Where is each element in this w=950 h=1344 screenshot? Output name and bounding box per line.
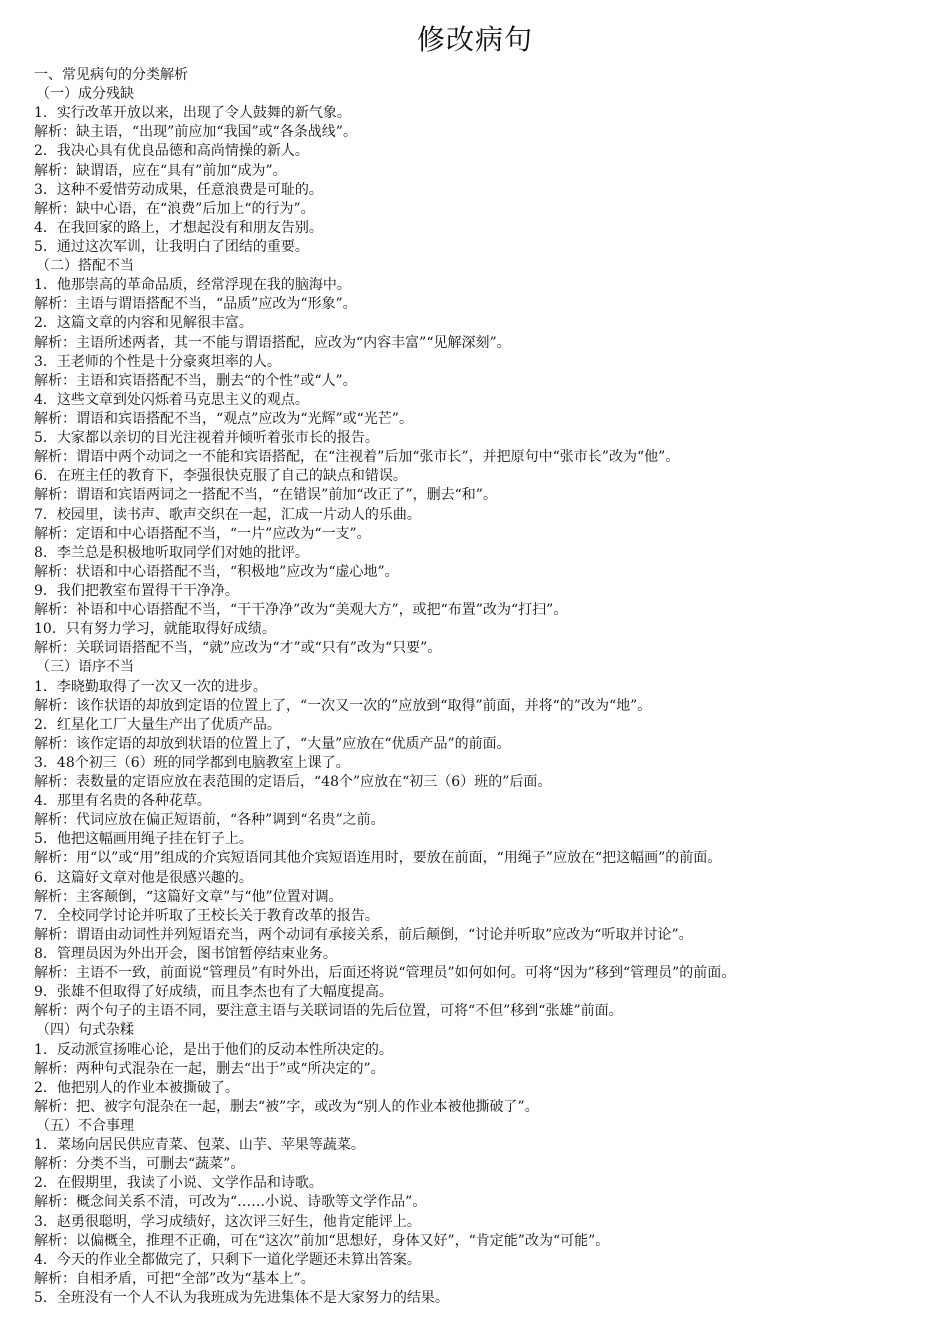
analysis-line: 解析：谓语由动词性并列短语充当，两个动词有承接关系，前后颠倒，“讨论并听取”应改为“听取并讨论”。 bbox=[34, 926, 693, 943]
analysis-line: 解析：分类不当，可删去“蔬菜”。 bbox=[34, 1156, 245, 1173]
example-sentence-line: 2．红星化工厂大量生产出了优质产品。 bbox=[34, 716, 281, 733]
example-sentence-line: 2．这篇文章的内容和见解很丰富。 bbox=[34, 315, 253, 332]
section-subheading: （五）不合事理 bbox=[36, 1118, 134, 1135]
example-sentence-line: 3．这种不爱惜劳动成果，任意浪费是可耻的。 bbox=[34, 181, 323, 198]
example-sentence-line: 3．赵勇很聪明，学习成绩好，这次评三好生，他肯定能评上。 bbox=[34, 1213, 421, 1230]
example-sentence-line: 10．只有努力学习，就能取得好成绩。 bbox=[34, 621, 276, 638]
analysis-line: 解析：两个句子的主语不同，要注意主语与关联词语的先后位置，可将“不但”移到“张雄”前面。 bbox=[34, 1003, 623, 1020]
example-sentence-line: 1．他那崇高的革命品质，经常浮现在我的脑海中。 bbox=[34, 277, 351, 294]
example-sentence-line: 4．今天的作业全都做完了，只剩下一道化学题还未算出答案。 bbox=[34, 1251, 421, 1268]
analysis-line: 解析：状语和中心语搭配不当，“积极地”应改为“虚心地”。 bbox=[34, 563, 399, 580]
example-sentence-line: 7．校园里，读书声、歌声交织在一起，汇成一片动人的乐曲。 bbox=[34, 506, 421, 523]
example-sentence-line: 4．那里有名贵的各种花草。 bbox=[34, 793, 211, 810]
section-subheading: （四）句式杂糅 bbox=[36, 1022, 134, 1039]
analysis-line: 解析：代词应放在偏正短语前，“各种”调到“名贵”之前。 bbox=[34, 812, 385, 829]
example-sentence-line: 1．实行改革开放以来，出现了令人鼓舞的新气象。 bbox=[34, 105, 351, 122]
section-subheading: （三）语序不当 bbox=[36, 659, 134, 676]
example-sentence-line: 9．我们把教室布置得干干净净。 bbox=[34, 582, 239, 599]
document-body bbox=[34, 66, 916, 1308]
example-sentence-line: 1．李晓勤取得了一次又一次的进步。 bbox=[34, 678, 267, 695]
analysis-line: 解析：主客颠倒，“这篇好文章”与“他”位置对调。 bbox=[34, 888, 343, 905]
section-subheading: （二）搭配不当 bbox=[36, 258, 134, 275]
analysis-line: 解析：自相矛盾，可把“全部”改为“基本上”。 bbox=[34, 1270, 315, 1287]
example-sentence-line: 1．反动派宣扬唯心论，是出于他们的反动本性所决定的。 bbox=[34, 1041, 393, 1058]
example-sentence-line: 3．王老师的个性是十分豪爽坦率的人。 bbox=[34, 353, 281, 370]
analysis-line: 解析：把、被字句混杂在一起，删去“被”字，或改为“别人的作业本被他撕破了”。 bbox=[34, 1098, 539, 1115]
example-sentence-line: 5．全班没有一个人不认为我班成为先进集体不是大家努力的结果。 bbox=[34, 1290, 449, 1306]
example-sentence-line: 6．在班主任的教育下，李强很快克服了自己的缺点和错误。 bbox=[34, 468, 407, 485]
analysis-line: 解析：主语和宾语搭配不当，删去“的个性”或“人”。 bbox=[34, 372, 357, 389]
analysis-line: 解析：缺中心语，在“浪费”后加上“的行为”。 bbox=[34, 200, 315, 217]
example-sentence-line: 8．李兰总是积极地听取同学们对她的批评。 bbox=[34, 544, 309, 561]
analysis-line: 解析：谓语和宾语两词之一搭配不当，“在错误”前加“改正了”，删去“和”。 bbox=[34, 487, 497, 504]
analysis-line: 解析：两种句式混杂在一起，删去“出于”或“所决定的”。 bbox=[34, 1060, 385, 1077]
example-sentence-line: 3．48个初三（6）班的同学都到电脑教室上课了。 bbox=[34, 754, 350, 771]
example-sentence-line: 8．管理员因为外出开会，图书馆暂停结束业务。 bbox=[34, 946, 337, 963]
analysis-line: 解析：补语和中心语搭配不当，“干干净净”改为“美观大方”，或把“布置”改为“打扫”。 bbox=[34, 602, 568, 619]
analysis-line: 解析：谓语中两个动词之一不能和宾语搭配，在“注视着”后加“张市长”，并把原句中“张市长”改为“他”。 bbox=[34, 449, 680, 466]
page-title: 修改病句 bbox=[416, 23, 533, 56]
example-sentence-line: 4．在我回家的路上，才想起没有和朋友告别。 bbox=[34, 219, 323, 236]
analysis-line: 解析：该作状语的却放到定语的位置上了，“一次又一次的”应放到“取得”前面，并将“的”改为“地”。 bbox=[34, 697, 652, 714]
analysis-line: 解析：概念间关系不清，可改为“……小说、诗歌等文学作品”。 bbox=[34, 1194, 427, 1211]
analysis-line: 解析：用“以”或“用”组成的介宾短语同其他介宾短语连用时，要放在前面，“用绳子”应放在“把这幅画”的前面。 bbox=[34, 850, 722, 867]
analysis-line: 解析：主语所述两者，其一不能与谓语搭配，应改为“内容丰富”“见解深刻”。 bbox=[34, 334, 511, 351]
analysis-line: 解析：缺主语，“出现”前应加“我国”或“各条战线”。 bbox=[34, 124, 357, 141]
analysis-line: 解析：主语与谓语搭配不当，“品质”应改为“形象”。 bbox=[34, 296, 357, 313]
example-sentence-line: 2．我决心具有优良品德和高尚情操的新人。 bbox=[34, 143, 309, 160]
example-sentence-line: 2．在假期里，我读了小说、文学作品和诗歌。 bbox=[34, 1175, 323, 1192]
example-sentence-line: 5．大家都以亲切的目光注视着并倾听着张市长的报告。 bbox=[34, 430, 379, 447]
example-sentence-line: 2．他把别人的作业本被撕破了。 bbox=[34, 1079, 239, 1096]
example-sentence-line: 4．这些文章到处闪烁着马克思主义的观点。 bbox=[34, 391, 309, 408]
analysis-line: 解析：谓语和宾语搭配不当，“观点”应改为“光辉”或“光芒”。 bbox=[34, 410, 413, 427]
analysis-line: 解析：主语不一致，前面说“管理员”有时外出，后面还将说“管理员”如何如何。可将“因为”移到“管理员”的前面。 bbox=[34, 965, 736, 982]
analysis-line: 解析：缺谓语，应在“具有”前加“成为”。 bbox=[34, 162, 287, 179]
example-sentence-line: 1．菜场向居民供应青菜、包菜、山芋、苹果等蔬菜。 bbox=[34, 1137, 365, 1154]
example-sentence-line: 5．通过这次军训，让我明白了团结的重要。 bbox=[34, 238, 309, 255]
analysis-line: 解析：关联词语搭配不当，“就”应改为“才”或“只有”改为“只要”。 bbox=[34, 640, 442, 657]
analysis-line: 解析：定语和中心语搭配不当，“一片”应改为“一支”。 bbox=[34, 525, 371, 542]
analysis-line: 解析：以偏概全，推理不正确，可在“这次”前加“思想好，身体又好”，“肯定能”改为“可能”。 bbox=[34, 1232, 610, 1249]
example-sentence-line: 5．他把这幅画用绳子挂在钉子上。 bbox=[34, 831, 253, 848]
section-heading: 一、常见病句的分类解析 bbox=[34, 67, 188, 83]
example-sentence-line: 7．全校同学讨论并听取了王校长关于教育改革的报告。 bbox=[34, 907, 379, 924]
analysis-line: 解析：该作定语的却放到状语的位置上了，“大量”应放在“优质产品”的前面。 bbox=[34, 735, 511, 752]
example-sentence-line: 6．这篇好文章对他是很感兴趣的。 bbox=[34, 869, 253, 886]
analysis-line: 解析：表数量的定语应放在表范围的定语后，“48个”应放在“初三（6）班的”后面。 bbox=[34, 774, 552, 791]
section-subheading: （一）成分残缺 bbox=[36, 86, 134, 103]
example-sentence-line: 9．张雄不但取得了好成绩，而且李杰也有了大幅度提高。 bbox=[34, 984, 393, 1001]
